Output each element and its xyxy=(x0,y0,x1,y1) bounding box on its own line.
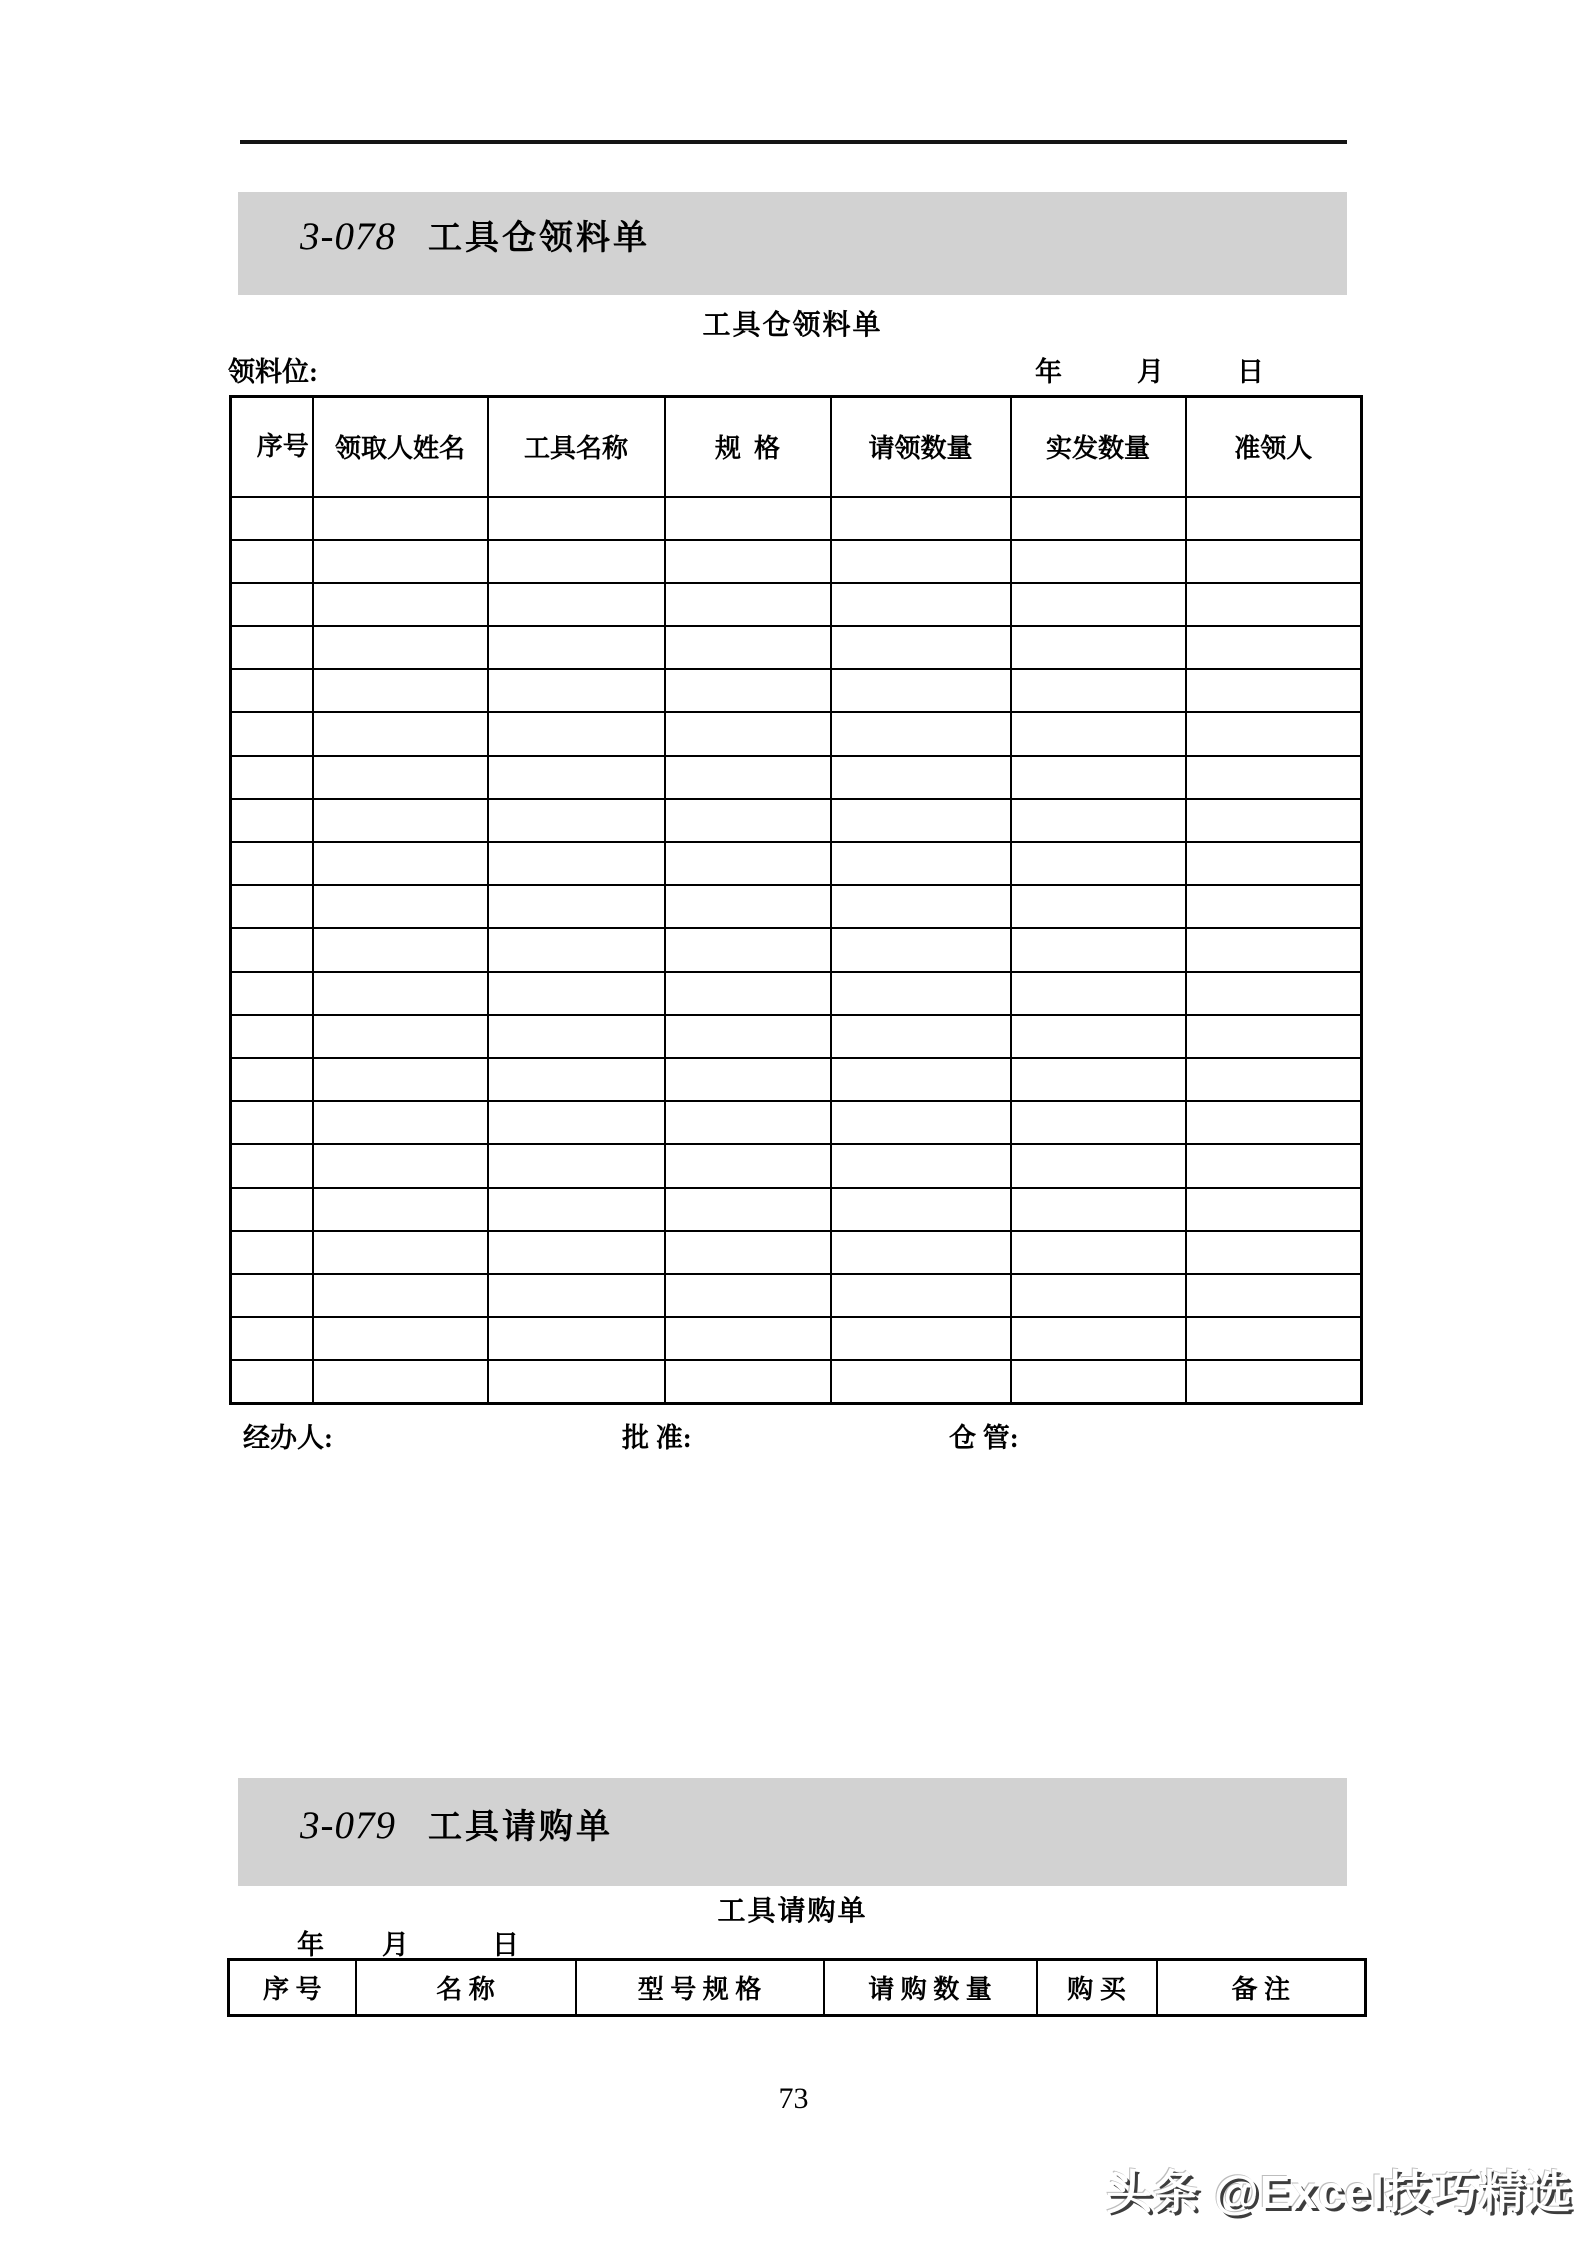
empty-cell xyxy=(831,1317,1011,1360)
top-rule xyxy=(240,140,1347,144)
empty-cell xyxy=(1186,1015,1362,1058)
empty-cell xyxy=(1011,1015,1186,1058)
empty-row xyxy=(231,842,1362,885)
empty-row xyxy=(231,972,1362,1015)
empty-row xyxy=(231,756,1362,799)
empty-cell xyxy=(313,842,488,885)
empty-cell xyxy=(313,1058,488,1101)
form-1-year-label: 年 xyxy=(1035,357,1062,387)
empty-cell xyxy=(1186,799,1362,842)
empty-cell xyxy=(1011,626,1186,669)
empty-cell xyxy=(665,1144,831,1187)
empty-cell xyxy=(831,712,1011,755)
empty-cell xyxy=(665,712,831,755)
empty-cell xyxy=(231,1144,313,1187)
col-recipient-name: 领取人姓名 xyxy=(313,397,488,497)
empty-cell xyxy=(831,1274,1011,1317)
empty-cell xyxy=(1186,669,1362,712)
form-1-day-label: 日 xyxy=(1237,357,1264,387)
empty-cell xyxy=(231,1360,313,1403)
form-2-year-label: 年 xyxy=(297,1930,324,1960)
watermark: 头条 @Excel技巧精选 xyxy=(1106,2166,1573,2218)
empty-cell xyxy=(1186,1231,1362,1274)
empty-cell xyxy=(831,669,1011,712)
empty-row xyxy=(231,540,1362,583)
col-remarks: 备 注 xyxy=(1157,1960,1366,2016)
col-requested-qty: 请领数量 xyxy=(831,397,1011,497)
col-specification: 规 格 xyxy=(665,397,831,497)
empty-cell xyxy=(831,1231,1011,1274)
empty-cell xyxy=(231,1188,313,1231)
empty-cell xyxy=(231,928,313,971)
empty-cell xyxy=(488,928,665,971)
empty-cell xyxy=(1011,842,1186,885)
empty-cell xyxy=(665,626,831,669)
empty-cell xyxy=(231,626,313,669)
empty-cell xyxy=(231,1231,313,1274)
empty-cell xyxy=(313,1360,488,1403)
empty-cell xyxy=(1186,1144,1362,1187)
form-2-day-label: 日 xyxy=(492,1930,519,1960)
empty-cell xyxy=(488,1231,665,1274)
empty-cell xyxy=(313,540,488,583)
empty-cell xyxy=(831,1144,1011,1187)
empty-cell xyxy=(1011,885,1186,928)
empty-cell xyxy=(665,928,831,971)
empty-cell xyxy=(831,756,1011,799)
empty-cell xyxy=(231,1101,313,1144)
empty-cell xyxy=(831,928,1011,971)
empty-cell xyxy=(831,1188,1011,1231)
empty-cell xyxy=(1011,712,1186,755)
empty-cell xyxy=(313,928,488,971)
empty-cell xyxy=(665,540,831,583)
storekeeper-label: 仓 管: xyxy=(949,1423,1019,1453)
empty-cell xyxy=(665,1317,831,1360)
empty-cell xyxy=(313,1274,488,1317)
empty-cell xyxy=(313,497,488,540)
empty-cell xyxy=(1011,1101,1186,1144)
empty-cell xyxy=(1011,756,1186,799)
form-2-title: 工具请购单 xyxy=(717,1896,868,1927)
empty-cell xyxy=(831,1015,1011,1058)
purchase-header-row xyxy=(229,1960,1366,2016)
empty-cell xyxy=(231,712,313,755)
empty-row xyxy=(231,497,1362,540)
empty-cell xyxy=(831,540,1011,583)
col-purchase-qty: 请 购 数 量 xyxy=(824,1960,1037,2016)
requisition-table-body xyxy=(231,497,1362,1404)
col-serial-number: 序 号 xyxy=(229,1960,356,2016)
empty-row xyxy=(231,1317,1362,1360)
empty-cell xyxy=(831,497,1011,540)
empty-cell xyxy=(488,1144,665,1187)
empty-cell xyxy=(831,626,1011,669)
empty-cell xyxy=(231,497,313,540)
page-number: 73 xyxy=(778,2082,809,2115)
col-serial-number-label: 序号 xyxy=(256,432,309,462)
empty-row xyxy=(231,1274,1362,1317)
empty-cell xyxy=(1011,1058,1186,1101)
empty-cell xyxy=(1186,1101,1362,1144)
empty-cell xyxy=(488,1015,665,1058)
empty-cell xyxy=(313,1231,488,1274)
empty-cell xyxy=(1011,497,1186,540)
empty-cell xyxy=(1186,497,1362,540)
requisition-table xyxy=(229,395,1363,1405)
col-item-name: 名 称 xyxy=(356,1960,576,2016)
empty-cell xyxy=(313,712,488,755)
empty-cell xyxy=(313,1188,488,1231)
empty-cell xyxy=(665,1360,831,1403)
empty-cell xyxy=(1186,540,1362,583)
empty-cell xyxy=(831,842,1011,885)
empty-cell xyxy=(831,1360,1011,1403)
empty-cell xyxy=(831,583,1011,626)
empty-cell xyxy=(488,540,665,583)
empty-cell xyxy=(488,972,665,1015)
form-1-title: 工具仓领料单 xyxy=(702,310,883,341)
empty-cell xyxy=(1186,1317,1362,1360)
empty-cell xyxy=(665,972,831,1015)
empty-cell xyxy=(665,842,831,885)
empty-cell xyxy=(665,1231,831,1274)
empty-cell xyxy=(488,1101,665,1144)
empty-cell xyxy=(1186,1058,1362,1101)
empty-cell xyxy=(1011,1360,1186,1403)
empty-cell xyxy=(1011,583,1186,626)
empty-cell xyxy=(665,497,831,540)
empty-cell xyxy=(831,1058,1011,1101)
empty-cell xyxy=(1011,972,1186,1015)
empty-cell xyxy=(1186,972,1362,1015)
empty-cell xyxy=(488,1274,665,1317)
empty-row xyxy=(231,1058,1362,1101)
requisition-header-row xyxy=(231,397,1362,497)
col-model-spec: 型 号 规 格 xyxy=(576,1960,824,2016)
empty-cell xyxy=(665,669,831,712)
empty-cell xyxy=(665,756,831,799)
empty-cell xyxy=(313,1144,488,1187)
empty-cell xyxy=(665,1015,831,1058)
empty-row xyxy=(231,669,1362,712)
empty-cell xyxy=(231,1015,313,1058)
empty-cell xyxy=(665,583,831,626)
empty-cell xyxy=(1011,1274,1186,1317)
empty-cell xyxy=(488,626,665,669)
empty-cell xyxy=(313,1015,488,1058)
empty-cell xyxy=(313,972,488,1015)
empty-row xyxy=(231,1144,1362,1187)
approver-label: 批 准: xyxy=(622,1423,692,1453)
empty-cell xyxy=(488,497,665,540)
empty-cell xyxy=(313,583,488,626)
empty-cell xyxy=(488,756,665,799)
section-2-header-bar xyxy=(238,1778,1347,1886)
empty-cell xyxy=(665,1101,831,1144)
handler-label: 经办人: xyxy=(243,1423,333,1453)
empty-cell xyxy=(488,885,665,928)
empty-cell xyxy=(231,1058,313,1101)
empty-cell xyxy=(1186,928,1362,971)
empty-cell xyxy=(313,1101,488,1144)
empty-cell xyxy=(1011,799,1186,842)
form-1-unit-label: 领料位: xyxy=(228,357,318,387)
empty-row xyxy=(231,1231,1362,1274)
empty-cell xyxy=(1186,756,1362,799)
form-2-month-label: 月 xyxy=(382,1930,409,1960)
empty-cell xyxy=(488,1188,665,1231)
empty-cell xyxy=(1011,1317,1186,1360)
empty-cell xyxy=(1186,885,1362,928)
empty-row xyxy=(231,626,1362,669)
empty-cell xyxy=(1011,928,1186,971)
empty-cell xyxy=(665,1274,831,1317)
empty-cell xyxy=(1186,626,1362,669)
empty-cell xyxy=(231,1317,313,1360)
col-serial-number xyxy=(231,397,313,497)
section-1-code: 3-078 xyxy=(300,215,396,258)
empty-cell xyxy=(831,1101,1011,1144)
empty-cell xyxy=(1011,1231,1186,1274)
empty-cell xyxy=(231,799,313,842)
empty-cell xyxy=(231,1274,313,1317)
empty-cell xyxy=(488,712,665,755)
empty-cell xyxy=(488,842,665,885)
empty-cell xyxy=(831,799,1011,842)
empty-cell xyxy=(231,583,313,626)
col-issued-qty: 实发数量 xyxy=(1011,397,1186,497)
empty-cell xyxy=(231,756,313,799)
empty-cell xyxy=(488,1360,665,1403)
empty-row xyxy=(231,1188,1362,1231)
empty-row xyxy=(231,583,1362,626)
empty-cell xyxy=(665,1188,831,1231)
col-tool-name: 工具名称 xyxy=(488,397,665,497)
empty-cell xyxy=(488,799,665,842)
empty-cell xyxy=(831,972,1011,1015)
section-2-header-text xyxy=(300,1799,613,1848)
empty-row xyxy=(231,712,1362,755)
form-1-month-label: 月 xyxy=(1137,357,1164,387)
empty-row xyxy=(231,799,1362,842)
empty-cell xyxy=(1186,583,1362,626)
empty-cell xyxy=(665,1058,831,1101)
section-2-heading: 工具请购单 xyxy=(428,1808,613,1846)
empty-cell xyxy=(488,1058,665,1101)
empty-cell xyxy=(1186,1274,1362,1317)
empty-row xyxy=(231,1101,1362,1144)
empty-cell xyxy=(231,885,313,928)
empty-row xyxy=(231,885,1362,928)
empty-cell xyxy=(665,799,831,842)
empty-cell xyxy=(1011,1144,1186,1187)
col-buy: 购 买 xyxy=(1037,1960,1157,2016)
empty-cell xyxy=(1186,1188,1362,1231)
empty-cell xyxy=(1186,842,1362,885)
empty-cell xyxy=(231,972,313,1015)
empty-cell xyxy=(313,756,488,799)
section-1-header-bar xyxy=(238,192,1347,295)
empty-cell xyxy=(313,669,488,712)
section-1-header-text xyxy=(300,210,650,259)
empty-cell xyxy=(488,1317,665,1360)
empty-cell xyxy=(488,583,665,626)
empty-cell xyxy=(665,885,831,928)
empty-cell xyxy=(231,669,313,712)
purchase-table xyxy=(227,1958,1367,2017)
empty-row xyxy=(231,928,1362,971)
section-1-heading: 工具仓领料单 xyxy=(428,220,650,257)
empty-cell xyxy=(231,540,313,583)
empty-row xyxy=(231,1015,1362,1058)
empty-cell xyxy=(488,669,665,712)
empty-cell xyxy=(1186,712,1362,755)
empty-row xyxy=(231,1360,1362,1403)
empty-cell xyxy=(1011,1188,1186,1231)
section-2-code: 3-079 xyxy=(300,1803,396,1847)
empty-cell xyxy=(313,885,488,928)
empty-cell xyxy=(1011,540,1186,583)
col-approver: 准领人 xyxy=(1186,397,1362,497)
empty-cell xyxy=(1011,669,1186,712)
empty-cell xyxy=(313,1317,488,1360)
empty-cell xyxy=(231,842,313,885)
empty-cell xyxy=(313,799,488,842)
empty-cell xyxy=(313,626,488,669)
empty-cell xyxy=(1186,1360,1362,1403)
empty-cell xyxy=(831,885,1011,928)
